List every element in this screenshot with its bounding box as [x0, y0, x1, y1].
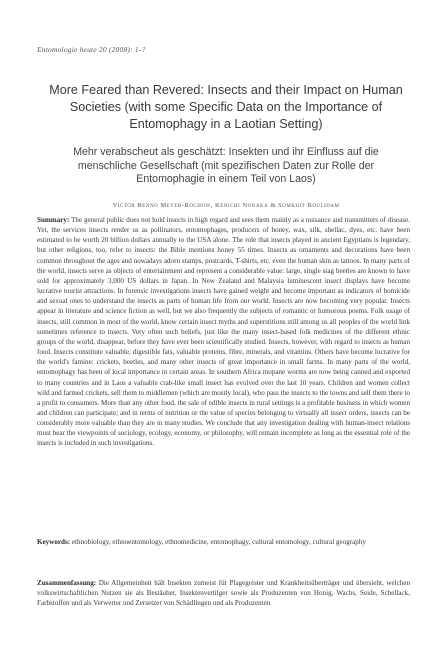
abstract-text: The general public does not hold insects in high regard and sees them mainly as a nuisance and transmitters of disease. Yet, the services insects render us as pollinators, entomophages, producers of honey, wax, silk, shellac, dyes, etc. have been estimated to be worth 20 billion dollars annually to the USA alone. The role that insects played in ancient Egyptians is legendary, but other religions, too, refer to insects: the Bible mentions honey 55 times. Insects as ornaments and decorations have been common throughout the ages and nowadays adorn stamps, postcards, T-shirts, etc. even the human skin as tattoos. In many parts of the world, insects serve as objects of entertainment and represent a considerable value: large, single stag beetles are known to have sold for approximately 3,000 US dollars in Japan. In New Zealand and Malaysia luminescent insect displays have become lucrative tourist attractions. In forensic investigations insects have gained weight and become important as indicators of homicide and sexual ones to understand the insects as parts of human life from our world. Insects are now becoming very popular. Insects appear in literature and science fiction as well, but we also frequently the subjects of romantic or humorous poems. Folk usage of insects, still common in most of the world, know certain insect myths and superstitions still among us all peoples of the world link sometimes reference to insects. Very often such beliefs, just like the many insect-based folk medicines of the different ethnic groups of the world, disappear, before they have ever been scientifically studied. Insects, however, with regard to insects as human food. Insects constitute valuable, digestible fats, valuable proteins, fibre, minerals, and vitamins. Others have become lucrative for the world's famine: crickets, beetles, and many other insects of great importance in small farms. In many parts of the world, entomophagy has been of local importance in certain areas. In southern Africa mopane worms are now being canned and exported to many countries and in Laos a valuable crab-like small insect has evolved over the last 10 years. Children and women collect wild and farmed crickets, sell them to middlemen (which are mostly local), who pass the insects to the towns and sell them there to a profit to consumers. More than any other food, the sale of edible insects in rural settings is a profitable business in which women and children can participate; and in terms of nutrition or the value of species belonging to virtually all insect orders, insects can be considerably more valuable than they are in many studies. We conclude that any investigation dealing with human-insect relations must bear the viewpoints of sociology, ecology, economy, or philosophy, will remain incomplete as long as the essential role of the insects is included in such investigations. [37, 216, 410, 448]
zusammenfassung-label: Zusammenfassung: [37, 579, 97, 587]
paper-title: More Feared than Revered: Insects and their Impact on Human Societies (with some Specific Data on the Importance of Entomophagy in a Laotian Setting) [49, 83, 403, 131]
zusammenfassung-section [37, 578, 410, 609]
journal-header: Entomologie heute 20 (2008): 1-? [37, 45, 146, 54]
abstract-label: Summary: [37, 216, 70, 224]
paper-subtitle-german: Mehr verabscheut als geschätzt: Insekten und ihr Einfluss auf die menschliche Gesellschaft (mit spezifischen Daten zur Rolle der Entomophagie in einem Teil von Laos) [73, 146, 379, 185]
author-list: Victor Benno Meyer-Rochow, Kenichi Nonaka & Somkhit Boulidam [112, 202, 340, 209]
zusammenfassung-text: Die Allgemeinheit hält Insekten zumeist für Plagegeister und Krankheitsüberträger und übersieht, welchen volkswirtschaftlichen Nutzen sie als Bestäuber, Insektenvertilger sowie als Produzenten von Honig, Wachs, Seide, Schellack, Farbstoffen und als Verwerter und Zersetzer von Schädlingen und als Produzenten [37, 579, 410, 608]
abstract-section [37, 215, 410, 449]
keywords-text: ethnobiology, ethnoentomology, ethnomedicine, entomophagy, cultural entomology, cultural geography [71, 538, 366, 546]
keywords-section [37, 537, 410, 547]
keywords-label: Keywords: [37, 538, 71, 546]
